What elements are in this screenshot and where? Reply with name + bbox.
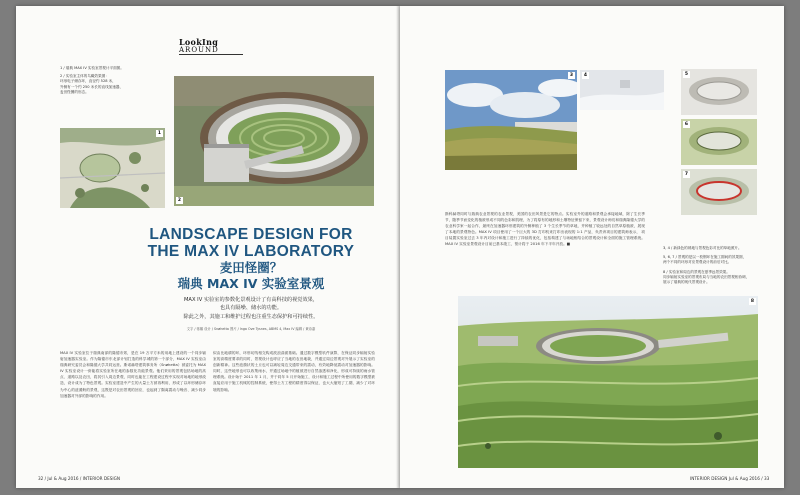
headline-english bbox=[116, 226, 386, 260]
render-ring-winter bbox=[681, 69, 757, 115]
deck bbox=[116, 296, 386, 321]
caption-line: 3, 4 / 新绿色的坡地与景观色彩对比的草地照片。 bbox=[663, 246, 742, 250]
folio-left: 32 / Jul & Aug 2016 / INTERIOR DESIGN bbox=[38, 476, 121, 481]
body-column: 似由比地耕的环，环形切线相交构成波浪曲面基础。通过数字模型软件演算，在保证同步辐射实验室的高精度要求的同时，景观设计也呼应了当地的农田地貌，并通过周边景观对外展示了实验室的创新精神。这些涟漪状的土丘也可以减轻周边交通带来的震动，有效地降低震动对加速器的影响。同时，这些地形也可以收集雨水，并通过场地中的植被进行自然渗透和净化，形成可持续的雨水管理系统。设计始于 2011 年 1 月，并于同年 5 月开始施工，设计和施工过程中所使用的数字模型被直接应用于施工机械的控制系统，使得土方工程的精度得以保证，也大大缩短了工期，减少了对环境的影响。 bbox=[213, 351, 375, 392]
figure-number-badge: 2 bbox=[177, 198, 182, 203]
figure-number-badge: 1 bbox=[157, 131, 162, 136]
caption-line: 5, 6, 7 / 景观的是以一枚钢环在施工期间的效果图， bbox=[663, 255, 747, 260]
caption-line: 1 / 瑞典 MAX IV 实验室景观计平面图。 bbox=[60, 66, 124, 70]
body-column: MAX IV 实验室位于瑞典南部的隆德市郊，是在 19 万平方米的用地上建设的一个同步辐射加速器实验室。作为隆德市东北部计划打造的科学城的第一个部分，MAX IV 实验室由瑞典研究委员会和隆德大学共同运营。斯诺赫塔建筑事务所（Snøhetta）被委托为 MAX IV 实验室设计一套能将实验室所在地的参数化功能景观。他们采用的景观包括场地的高点、道路以及农田，将其引入周边景观，同时也能在工程建设过程中实现对场地的地形改造，设计成为了特色景观。实验室建造中产生的大量土方被再利用，形成了以环形储存环为中心的涟漪般的景观，这既是对农田景观的回应，也起到了隔离震动与噪音、减少同步加速器对外部的影响的作用。 bbox=[60, 351, 206, 398]
body-column bbox=[445, 211, 645, 291]
masthead-looking: LookIng bbox=[179, 37, 219, 47]
deck-line: 除此之外，其施工和维护过程也注重生态保护和可持续性。 bbox=[183, 313, 319, 320]
figure-number-badge: 7 bbox=[684, 172, 689, 177]
body-paragraph: 斯科赫塔同时与瑞典农业景观的农业景观，美国的农田风景是它的特点。实验室外的道路和景观会承接地域，除了生长季节，随季节而变化的植被形成不同的色彩和肌理，为了将原有的地形和土壤特征保留下来，景观设计师们和瑞典隆德大学的农业科学家一起合作，最终在加速器环形建筑的外侧种植了 3 个生长季节的草地，并种植了较远处的自然草原植被，展现了本地的景观特色。MAX IV 项目使用了一个巨大的 3D 打印机来打印出表现的 1:1 产品，负责该项目的建筑师表示， bbox=[445, 212, 645, 235]
figure-number-badge: 4 bbox=[583, 73, 588, 78]
grass-mound-photo bbox=[445, 70, 577, 170]
masthead-rule bbox=[179, 54, 243, 55]
headline-chinese bbox=[116, 260, 386, 292]
headline-cn-line: 瑞典 MAX IV 实验室景观 bbox=[177, 276, 325, 291]
caption-line: 同步辐射实验室的景观布局与当地的农田景观相协调， bbox=[663, 274, 750, 279]
landscape-render-image bbox=[458, 296, 758, 468]
caption-line: 外侧有一个约 250 米长的直线加速器， bbox=[60, 84, 124, 89]
caption-line: 麦田怪圈的形态。 bbox=[60, 89, 89, 94]
left-page bbox=[16, 6, 400, 488]
figure-number-badge: 5 bbox=[684, 72, 689, 77]
headline-en-line: THE MAX IV LABORATORY bbox=[147, 243, 355, 260]
snow-landscape-photo bbox=[580, 70, 664, 110]
site-plan-image bbox=[60, 128, 165, 208]
caption-line: 环形电子储存环，直径约 528 米， bbox=[60, 79, 116, 84]
render-ring-green bbox=[681, 119, 757, 165]
body-paragraph: 项目装置实验室过去 3 年内对设计和施工进行了持续的优化，包括构建了与场地相结合的景观设计和全面的施工管理系统。MAX IV 实验室景观设计目前已基本竣工，预计将于 2016 年下半年开放。■ bbox=[445, 230, 645, 247]
figure-number-badge: 3 bbox=[569, 73, 574, 78]
render-ring-highlight bbox=[681, 169, 757, 215]
headline-cn-line: 麦田怪圈？ bbox=[219, 260, 283, 275]
caption-block-right bbox=[663, 246, 763, 285]
caption-line: 两个不同的环形对应景观设计的前后对比。 bbox=[663, 260, 732, 265]
caption-block-left bbox=[60, 66, 170, 95]
credits-line: 文字 / 蒋娜 设计 / Snøhetta 图片 / Inga Ove Tysnes, ABMS 4, Max IV 编辑 / 黄诗嘉 bbox=[186, 327, 316, 331]
caption-line: 展示了瑞典的现代景观设计。 bbox=[663, 280, 710, 285]
figure-number-badge: 6 bbox=[684, 122, 689, 127]
figure-number-badge: 8 bbox=[750, 299, 755, 304]
masthead-around: AROUND bbox=[179, 46, 219, 54]
deck-line: MAX IV 实验室的参数化景观设计了有高科技的视觉效果， bbox=[183, 297, 319, 303]
right-page bbox=[400, 6, 784, 488]
aerial-ring-image bbox=[174, 76, 374, 206]
headline-en-line: LANDSCAPE DESIGN FOR bbox=[149, 226, 353, 243]
caption-line: 2 / 实验室主体的鸟瞰效果图： bbox=[60, 74, 109, 79]
folio-right: INTERIOR DESIGN Jul & Aug 2016 / 33 bbox=[690, 476, 770, 481]
deck-line: 也具有隔噪、储水的功能。 bbox=[219, 305, 283, 312]
caption-line: 8 / 实验室和周边的景观在夏季远景效果。 bbox=[663, 269, 730, 274]
